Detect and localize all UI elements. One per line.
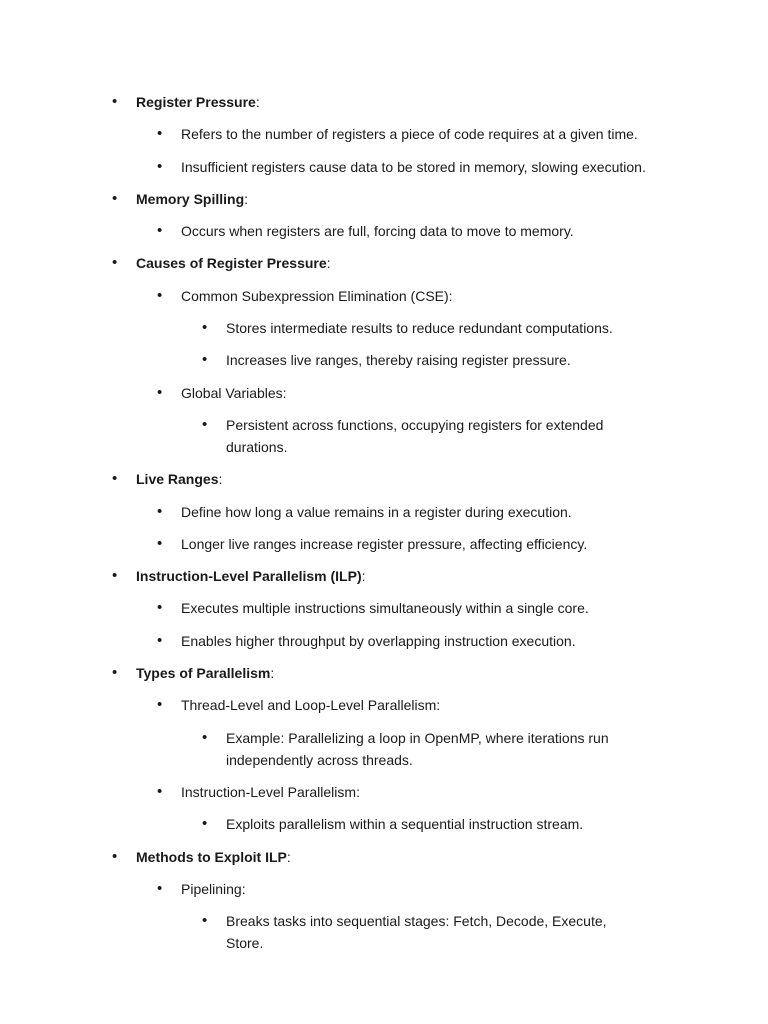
sub-list-item — [0, 501, 768, 523]
heading-suffix: : — [244, 190, 249, 207]
heading-list-item — [0, 468, 768, 490]
list-item-text: Refers to the number of registers a piece of code requires at a given time. — [181, 126, 638, 143]
heading-suffix: : — [286, 848, 291, 865]
bullet-icon: • — [202, 319, 208, 337]
heading-suffix: : — [326, 255, 331, 272]
heading-suffix: : — [361, 568, 366, 585]
list-item-text: Common Subexpression Elimination (CSE): — [181, 287, 453, 304]
heading-list-item — [0, 252, 768, 274]
list-item-text: Executes multiple instructions simultaneously within a single core. — [181, 600, 589, 617]
bullet-icon: • — [157, 631, 163, 649]
list-heading: Methods to Exploit ILP — [136, 848, 287, 865]
list-item-text: Persistent across functions, occupying registers for extended durations. — [226, 416, 604, 455]
list-heading: Live Ranges — [136, 471, 219, 488]
bullet-icon: • — [112, 93, 118, 110]
bullet-icon: • — [157, 222, 163, 240]
bullet-icon: • — [112, 567, 118, 585]
bullet-icon: • — [157, 157, 163, 175]
list-item-text: Insufficient registers cause data to be stored in memory, slowing execution. — [181, 158, 646, 175]
bullet-icon: • — [112, 664, 118, 682]
bullet-icon: • — [112, 189, 118, 207]
nested-list-item — [0, 317, 768, 339]
list-item-text: Exploits parallelism within a sequential instruction stream. — [226, 816, 584, 833]
sub-list-item — [0, 533, 768, 555]
bullet-icon: • — [157, 286, 163, 304]
list-item-text: Occurs when registers are full, forcing data to move to memory. — [181, 223, 574, 240]
bullet-icon: • — [202, 815, 208, 833]
bullet-icon: • — [112, 470, 118, 488]
list-heading: Causes of Register Pressure — [136, 255, 327, 272]
sub-list-item — [0, 781, 768, 803]
heading-suffix: : — [218, 471, 223, 488]
sub-list-item — [0, 382, 768, 404]
sub-list-item — [0, 630, 768, 652]
nested-list-item — [0, 910, 768, 954]
sub-list-item — [0, 597, 768, 619]
list-heading: Instruction-Level Parallelism (ILP) — [136, 568, 362, 585]
nested-list-item — [0, 349, 768, 371]
sub-list-item — [0, 220, 768, 242]
sub-list-item — [0, 123, 768, 145]
bullet-icon: • — [157, 383, 163, 401]
list-item-text: Thread-Level and Loop-Level Parallelism: — [181, 697, 441, 714]
list-item-text: Breaks tasks into sequential stages: Fetch, Decode, Execute, Store. — [226, 913, 607, 952]
bullet-icon: • — [157, 534, 163, 552]
heading-suffix: : — [255, 94, 260, 110]
bullet-icon: • — [112, 254, 118, 272]
sub-list-item — [0, 285, 768, 307]
bullet-icon: • — [157, 696, 163, 714]
bullet-icon: • — [202, 728, 208, 746]
bullet-icon: • — [157, 782, 163, 800]
nested-list-item — [0, 727, 768, 771]
bullet-outline — [0, 91, 768, 954]
list-heading: Register Pressure — [136, 94, 256, 110]
list-item-text: Enables higher throughput by overlapping instruction execution. — [181, 632, 576, 649]
bullet-icon: • — [202, 912, 208, 930]
list-item-text: Stores intermediate results to reduce redundant computations. — [226, 320, 613, 337]
bullet-icon: • — [157, 879, 163, 897]
bullet-icon: • — [112, 847, 118, 865]
sub-list-item — [0, 156, 768, 178]
list-item-text: Define how long a value remains in a register during execution. — [181, 503, 572, 520]
bullet-icon: • — [157, 502, 163, 520]
list-item-text: Instruction-Level Parallelism: — [181, 783, 360, 800]
list-item-text: Longer live ranges increase register pressure, affecting efficiency. — [181, 535, 588, 552]
bullet-icon: • — [202, 351, 208, 369]
sub-list-item — [0, 878, 768, 900]
nested-list-item — [0, 414, 768, 458]
bullet-icon: • — [202, 415, 208, 433]
heading-suffix: : — [270, 665, 275, 682]
list-heading: Types of Parallelism — [136, 665, 271, 682]
heading-list-item — [0, 846, 768, 868]
bullet-icon: • — [157, 125, 163, 143]
heading-list-item — [0, 565, 768, 587]
list-item-text: Pipelining: — [181, 880, 246, 897]
bullet-icon: • — [157, 599, 163, 617]
heading-list-item — [0, 188, 768, 210]
list-item-text: Example: Parallelizing a loop in OpenMP, where iterations run independently across threads. — [226, 729, 609, 768]
list-heading: Memory Spilling — [136, 190, 245, 207]
nested-list-item — [0, 813, 768, 835]
heading-list-item — [0, 91, 768, 113]
sub-list-item — [0, 694, 768, 716]
list-item-text: Global Variables: — [181, 384, 287, 401]
list-item-text: Increases live ranges, thereby raising register pressure. — [226, 352, 571, 369]
heading-list-item — [0, 662, 768, 684]
